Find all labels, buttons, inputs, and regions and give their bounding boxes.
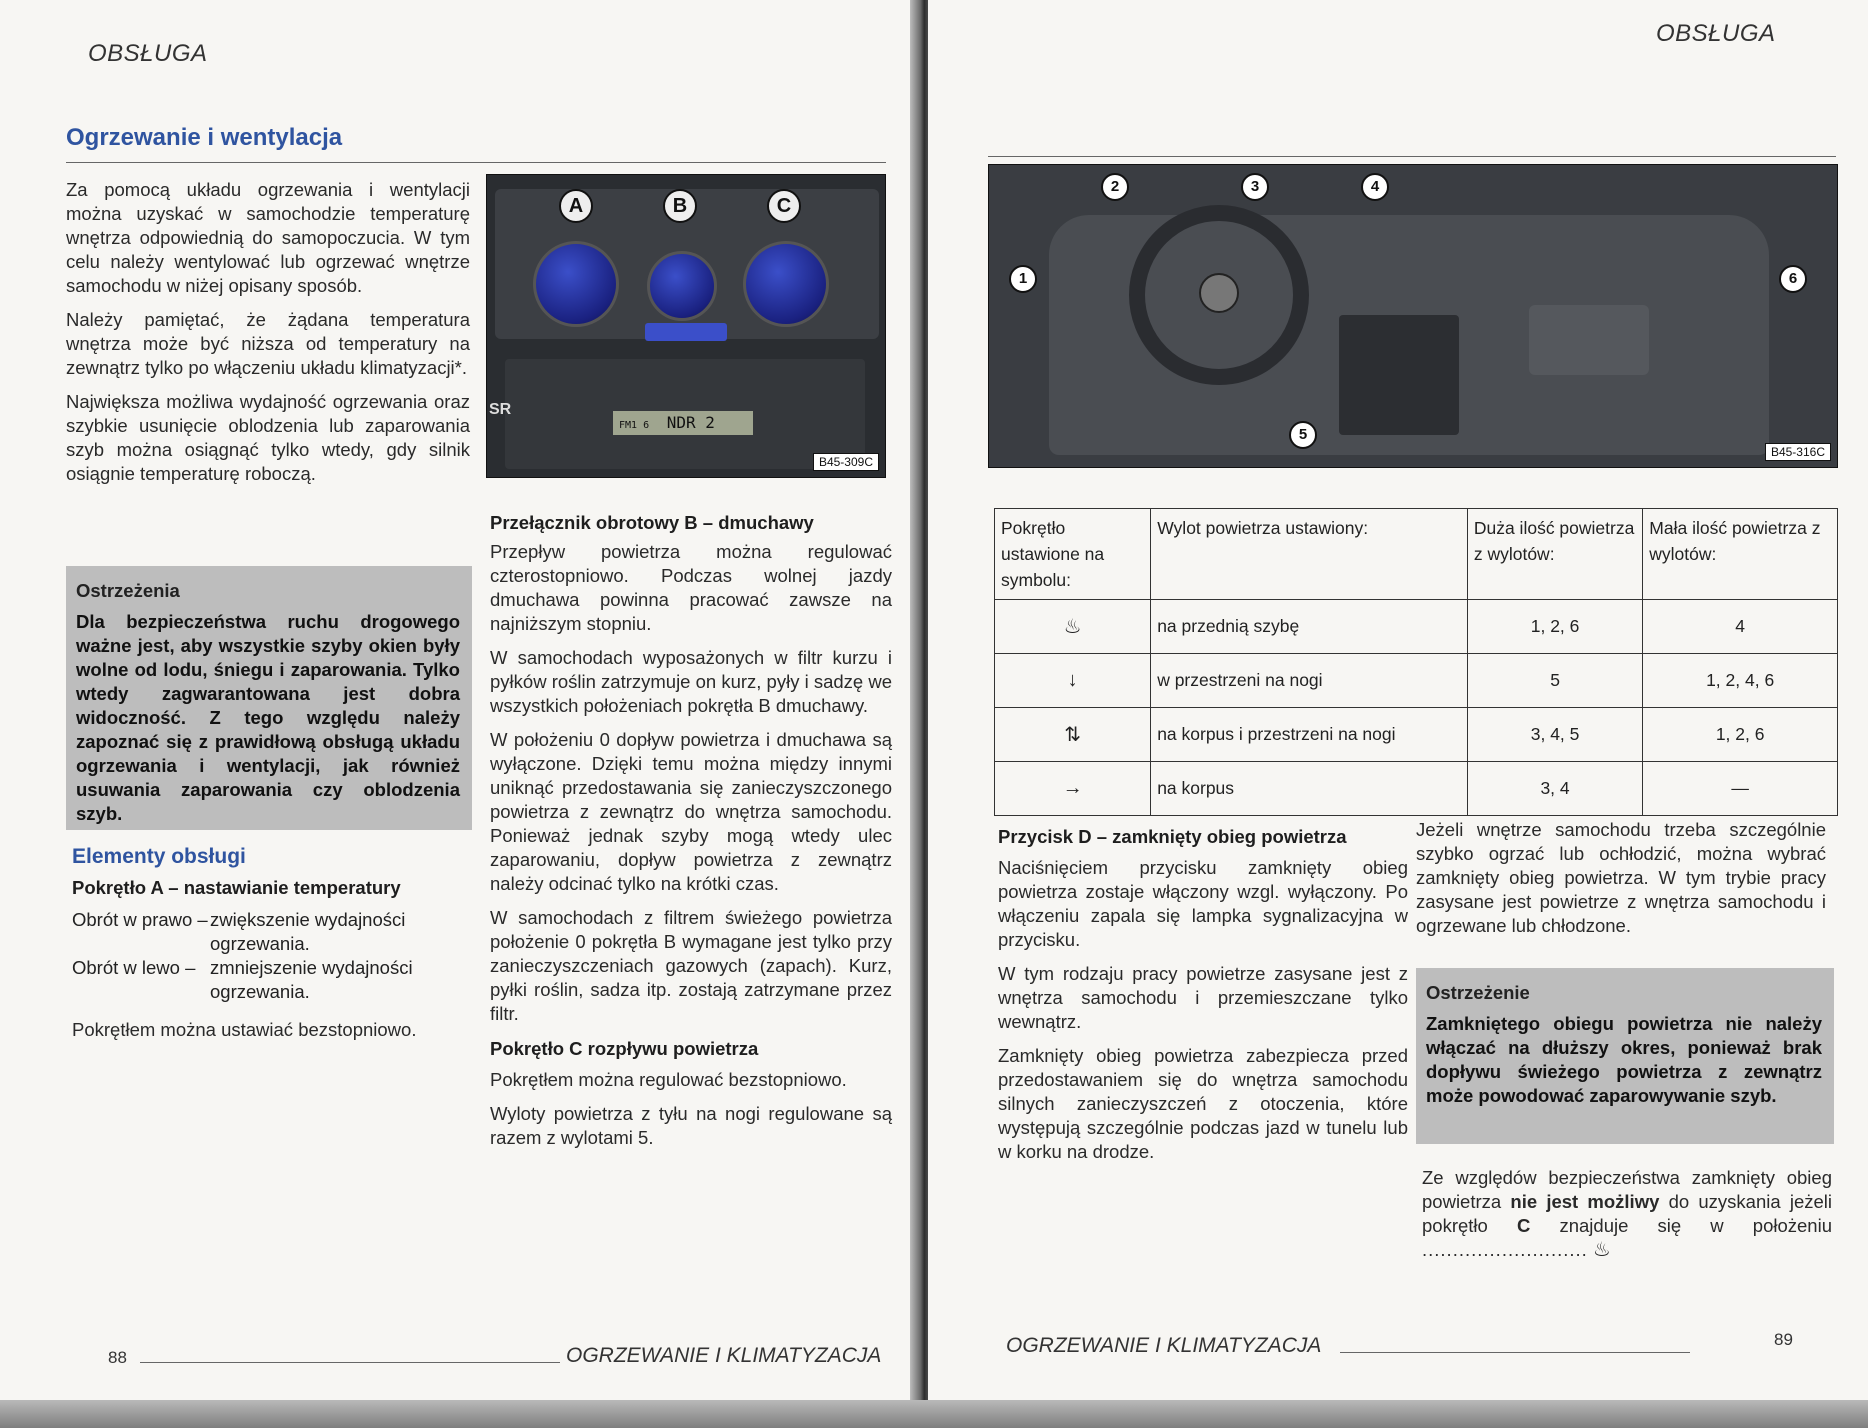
table-cell: 3, 4, 5 <box>1467 708 1642 762</box>
warning-title: Ostrzeżenie <box>1426 982 1530 1003</box>
center-console <box>1339 315 1459 435</box>
page-number: 88 <box>108 1348 127 1367</box>
side-label: SR <box>489 401 512 418</box>
button-d-paragraph: Zamknięty obieg powietrza zabezpiecza przed przedostawaniem się do wnętrza samochodu silnych zanieczyszczeń z otoczenia, które występują szczególnie podczas jazd w tunelu lub w korku na drodze. <box>998 1045 1408 1162</box>
button-d-column <box>998 826 1408 1164</box>
footer-rule <box>1340 1352 1690 1353</box>
fan-column <box>490 512 892 1150</box>
figure-ref: B45-316C <box>1765 443 1831 461</box>
recirc-button-image <box>645 323 727 341</box>
vw-logo <box>1199 273 1239 313</box>
figure-ref: B45-309C <box>813 453 879 471</box>
table-cell: 4 <box>1643 600 1838 654</box>
page-header: OBSŁUGA <box>88 40 208 67</box>
warning-box <box>1416 968 1834 1144</box>
vent-label: 1 <box>1009 265 1037 293</box>
leader-dots: ........................... <box>1422 1239 1588 1260</box>
knob-c-title: Pokrętło C rozpływu powietrza <box>490 1038 759 1059</box>
dashboard-figure <box>988 164 1838 468</box>
knob-a-row <box>72 908 440 956</box>
warning-text: Zamkniętego obiegu powietrza nie należy włączać na dłuższy okres, ponieważ brak dopływu świeżego powietrza z zewnątrz może powodować zaparowywanie szyb. <box>1426 1013 1822 1106</box>
radio-display <box>613 411 753 435</box>
safety-note-text: do uzyskania jeżeli pokrętło <box>1422 1191 1832 1236</box>
knob-a-term: Obrót w prawo – <box>72 909 208 930</box>
table-row <box>995 708 1838 762</box>
left-page <box>0 0 920 1420</box>
table-row <box>995 762 1838 816</box>
footer-rule <box>140 1362 560 1363</box>
table-cell: 3, 4 <box>1467 762 1642 816</box>
safety-note-emphasis: C <box>1516 1215 1531 1236</box>
radio-station: NDR 2 <box>666 413 715 432</box>
vent-label: 4 <box>1361 173 1389 201</box>
safety-note-emphasis: nie jest możliwy <box>1510 1191 1660 1212</box>
vent-label: 5 <box>1289 421 1317 449</box>
title-rule <box>988 156 1836 157</box>
fan-paragraph: W samochodach wyposażonych w filtr kurzu i pyłków roślin zatrzymuje on kurz, pyły i sadzę we wszystkich położeniach pokrętła B dmuchawy. <box>490 647 893 716</box>
table-header: Duża ilość powietrza z wylotów: <box>1467 509 1642 600</box>
table-header: Mała ilość powietrza z wylotów: <box>1643 509 1838 600</box>
knob-a-title: Pokrętło A – nastawianie temperatury <box>72 877 401 898</box>
fan-paragraph: Przepływ powietrza można regulować czterostopniowo. Podczas wolnej jazdy dmuchawa powinna pracować zawsze na najniższym stopniu. <box>490 541 892 634</box>
right-page <box>928 0 1868 1410</box>
table-cell: — <box>1643 762 1838 816</box>
table-header-row <box>995 509 1838 600</box>
marker-c: C <box>767 189 801 223</box>
table-cell <box>995 654 1151 708</box>
table-cell: w przestrzeni na nogi <box>1151 654 1468 708</box>
footer-chapter: OGRZEWANIE I KLIMATYZACJA <box>566 1344 882 1367</box>
marker-a: A <box>559 189 593 223</box>
intro-paragraph: Największa możliwa wydajność ogrzewania oraz szybkie usunięcie oblodzenia lub zaparowania szyb można osiągnąć tylko wtedy, gdy silnik osiągnie temperaturę roboczą. <box>66 391 470 484</box>
controls-title: Elementy obsługi <box>72 845 246 868</box>
knob-c-paragraph: Wyloty powietrza z tyłu na nogi regulowane są razem z wylotami 5. <box>490 1103 892 1148</box>
table-cell <box>995 708 1151 762</box>
table-row <box>995 600 1838 654</box>
knob-b-image <box>647 251 717 321</box>
marker-b: B <box>663 189 697 223</box>
intro-paragraph: Należy pamiętać, że żądana temperatura wnętrza może być niższa od temperatury na zewnątrz tylko po włączeniu układu klimatyzacji*. <box>66 309 470 378</box>
fan-title: Przełącznik obrotowy B – dmuchawy <box>490 512 814 533</box>
table-cell: 1, 2, 4, 6 <box>1643 654 1838 708</box>
table-header: Wylot powietrza ustawiony: <box>1151 509 1468 600</box>
table-cell: na korpus i przestrzeni na nogi <box>1151 708 1468 762</box>
intro-column <box>66 178 470 486</box>
control-panel-figure <box>486 174 886 478</box>
knob-a-desc: zwiększenie wydajności ogrzewania. <box>210 909 406 954</box>
table-cell: 1, 2, 6 <box>1467 600 1642 654</box>
page-number: 89 <box>1774 1330 1793 1349</box>
knob-a-image <box>533 241 619 327</box>
table-cell <box>995 600 1151 654</box>
table-cell: na przednią szybę <box>1151 600 1468 654</box>
windshield-defrost-icon: ♨ <box>1063 616 1082 638</box>
table-cell: 1, 2, 6 <box>1643 708 1838 762</box>
button-d-paragraph: Naciśnięciem przycisku zamknięty obieg powietrza zostaje włączony wzgl. wyłączony. Po włączeniu zapala się lampka sygnalizacyjna w przycisku. <box>998 857 1408 950</box>
button-d-title: Przycisk D – zamknięty obieg powietrza <box>998 826 1347 847</box>
fan-paragraph: W położeniu 0 dopływ powietrza i dmuchawa są wyłączone. Dzięki temu można między innymi uniknąć przedostawania się zanieczyszczonego powietrza z zewnątrz do wnętrza samochodu. Ponieważ jednak szyby mogą wtedy ulec zaparowaniu, dopływ powietrza z zewnątrz należy odcinać tylko na krótki czas. <box>490 729 892 894</box>
vent-label: 3 <box>1241 173 1269 201</box>
safety-note-text: Ze względów bezpieczeństwa zamknięty obieg powietrza <box>1422 1167 1832 1212</box>
vent-table <box>994 508 1838 816</box>
knob-a-row <box>72 956 440 1004</box>
warning-title: Ostrzeżenia <box>76 580 180 601</box>
safety-note-text: znajduje się w położeniu <box>1530 1215 1832 1236</box>
recirc-paragraph: Jeżeli wnętrze samochodu trzeba szczególnie szybko ogrzać lub ochłodzić, można wybrać zamknięty obieg powietrza. W tym trybie pracy zasysane jest powietrze z wnętrza samochodu i ogrzewane lub chłodzone. <box>1416 819 1826 936</box>
safety-note <box>1422 1166 1832 1262</box>
vent-label: 2 <box>1101 173 1129 201</box>
body-and-footwell-icon: ⇅ <box>1064 724 1081 746</box>
body-icon: → <box>1062 777 1083 799</box>
footer-chapter: OGRZEWANIE I KLIMATYZACJA <box>1006 1334 1322 1357</box>
warning-box <box>66 566 472 830</box>
title-rule <box>66 162 886 163</box>
table-header: Pokrętło ustawione na symbolu: <box>995 509 1151 600</box>
knob-a-term: Obrót w lewo – <box>72 957 196 978</box>
page-edge-shadow <box>0 1400 1868 1428</box>
knob-a-desc: zmniejszenie wydajności ogrzewania. <box>210 957 413 1002</box>
table-cell: na korpus <box>1151 762 1468 816</box>
table-row <box>995 654 1838 708</box>
knob-c-paragraph: Pokrętłem można regulować bezstopniowo. <box>490 1069 847 1090</box>
windshield-defrost-icon: ♨ <box>1592 1239 1611 1261</box>
intro-paragraph: Za pomocą układu ogrzewania i wentylacji można uzyskać w samochodzie temperaturę wnętrza odpowiednią do samopoczucia. W tym celu należy wentylować lub ogrzewać wnętrze samochodu w niżej opisany sposób. <box>66 179 470 296</box>
button-d-paragraph: W tym rodzaju pracy powietrze zasysane jest z wnętrza samochodu i przemieszczane tylko wewnątrz. <box>998 963 1408 1032</box>
knob-c-image <box>743 241 829 327</box>
knob-a-note: Pokrętłem można ustawiać bezstopniowo. <box>72 1019 417 1040</box>
section-title: Ogrzewanie i wentylacja <box>66 124 343 151</box>
table-cell: 5 <box>1467 654 1642 708</box>
fan-paragraph: W samochodach z filtrem świeżego powietrza położenie 0 pokrętła B wymagane jest tylko przy zanieczyszczeniach gazowych (zapach). Kurz, pyłki roślin, sadza itp. zostają zatrzymane przez filtr. <box>490 907 892 1024</box>
page-header: OBSŁUGA <box>1656 20 1776 47</box>
table-cell <box>995 762 1151 816</box>
footwell-icon: ↓ <box>1067 669 1078 691</box>
warning-text: Dla bezpieczeństwa ruchu drogowego ważne jest, aby wszystkie szyby okien były wolne od lodu, śniegu i zaparowania. Tylko wtedy zagwarantowana jest dobra widoczność. Z tego względu należy zapoznać się z prawidłową obsługą układu ogrzewania i wentylacji, jak również usuwania zaparowania czy oblodzenia szyb. <box>76 611 460 824</box>
glovebox <box>1529 305 1649 375</box>
vent-label: 6 <box>1779 265 1807 293</box>
radio-band: FM1 6 <box>619 420 650 431</box>
